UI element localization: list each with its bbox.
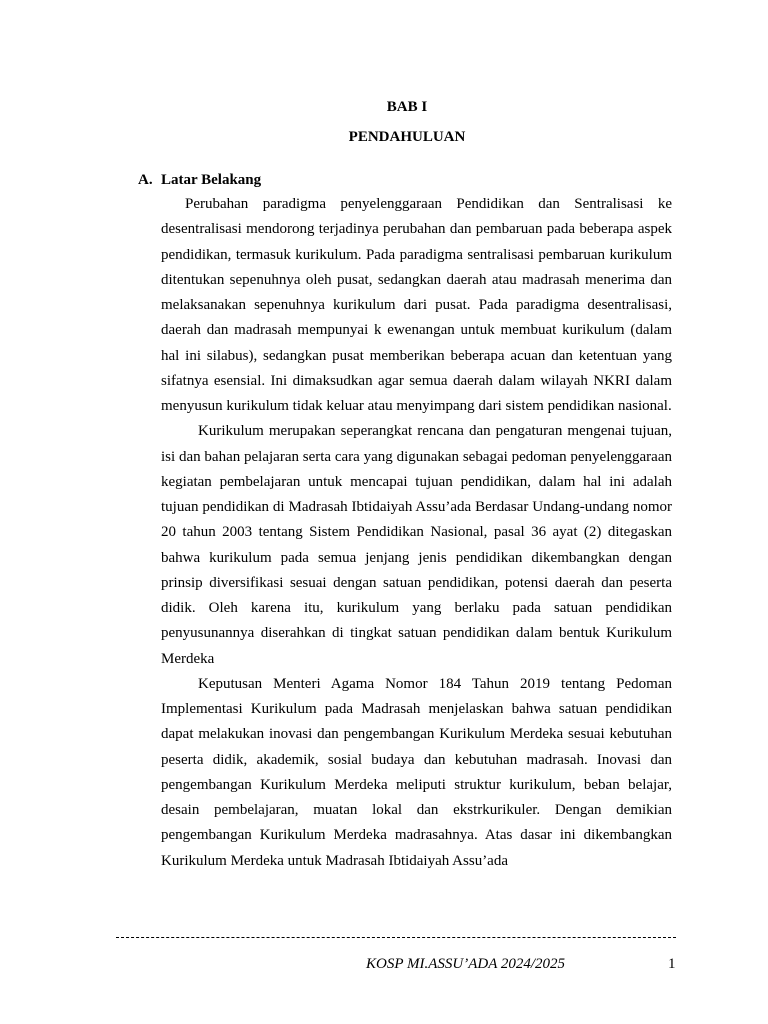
section-title: Latar Belakang: [161, 172, 262, 188]
chapter-number: BAB I: [386, 99, 428, 115]
paragraph: Perubahan paradigma penyelenggaraan Pendidikan dan Sentralisasi ke desentralisasi mendorong terjadinya perubahan dan pembaruan pada beberapa aspek pendidikan, termasuk kurikulum. Pada paradigma sentralisasi pembaruan kurikulum ditentukan sepenuhnya oleh pusat, sedangkan daerah atau madrasah menerima dan melaksanakan sepenuhnya kurikulum dari pusat. Pada paradigma desentralisasi, daerah dan madrasah mempunyai k ewenangan untuk membuat kurikulum (dalam hal ini silabus), sedangkan pusat memberikan beberapa acuan dan ketentuan yang sifatnya esensial. Ini dimaksudkan agar semua daerah dalam wilayah NKRI dalam menyusun kurikulum tidak keluar atau menyimpang dari sistem pendidikan nasional.: [161, 196, 672, 414]
section-heading: [138, 166, 261, 194]
footer-divider: [116, 937, 676, 938]
body-text: [161, 192, 672, 874]
section-letter: A.: [138, 172, 153, 188]
paragraph: Kurikulum merupakan seperangkat rencana dan pengaturan mengenai tujuan, isi dan bahan pelajaran serta cara yang digunakan sebagai pedoman penyelenggaraan kegiatan pembelajaran untuk mencapai tujuan pendidikan, dalam hal ini adalah tujuan pendidikan di Madrasah Ibtidaiyah Assu’ada Berdasar Undang-undang nomor 20 tahun 2003 tentang Sistem Pendidikan Nasional, pasal 36 ayat (2) ditegaskan bahwa kurikulum pada semua jenjang jenis pendidikan dikembangkan dengan prinsip diversifikasi sesuai dengan satuan pendidikan, potensi daerah dan peserta didik. Oleh karena itu, kurikulum yang berlaku pada satuan pendidikan penyusunannya diserahkan di tingkat satuan pendidikan dalam bentuk Kurikulum Merdeka: [161, 423, 672, 667]
page-number: 1: [668, 956, 676, 972]
chapter-heading: [0, 92, 768, 152]
paragraph: Keputusan Menteri Agama Nomor 184 Tahun 2019 tentang Pedoman Implementasi Kurikulum pada Madrasah menjelaskan bahwa satuan pendidikan dapat melakukan inovasi dan pengembangan Kurikulum Merdeka sesuai kebutuhan peserta didik, akademik, sosial budaya dan kebutuhan madrasah. Inovasi dan pengembangan Kurikulum Merdeka meliputi struktur kurikulum, beban belajar, desain pembelajaran, muatan lokal dan ekstrkurikuler. Dengan demikian pengembangan Kurikulum Merdeka madrasahnya. Atas dasar ini dikembangkan Kurikulum Merdeka untuk Madrasah Ibtidaiyah Assu’ada: [161, 675, 672, 869]
footer-title: KOSP MI.ASSU’ADA 2024/2025: [366, 956, 566, 972]
chapter-title: PENDAHULUAN: [348, 129, 466, 145]
